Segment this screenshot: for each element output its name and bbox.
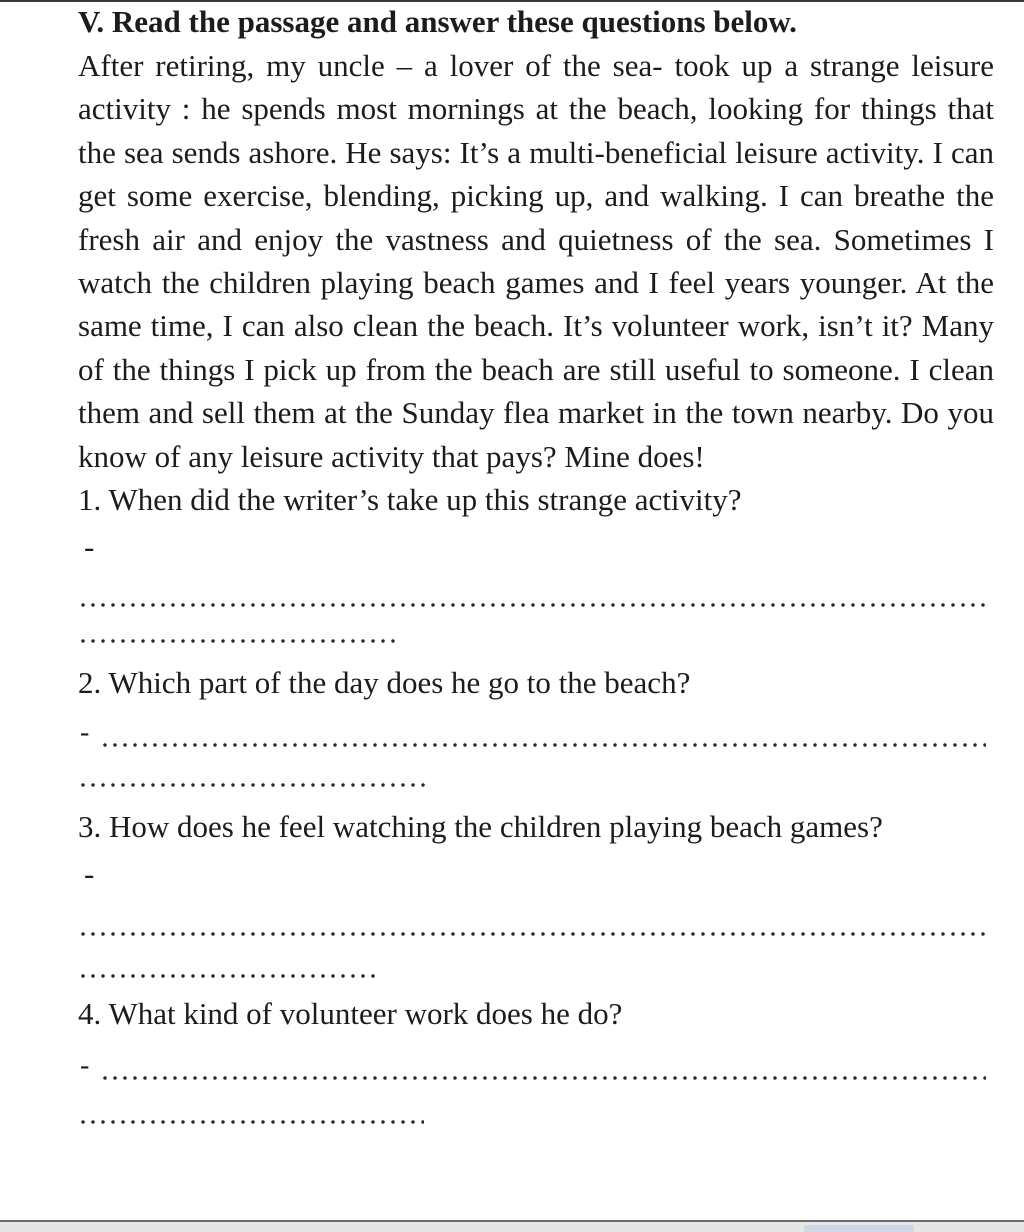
section-heading: V. Read the passage and answer these questions below. — [78, 4, 797, 39]
exercise-content — [78, 2, 994, 1126]
answer-1-line-1[interactable] — [78, 601, 990, 609]
answer-3-dash: - — [84, 856, 95, 892]
question-4: 4. What kind of volunteer work does he do? — [78, 996, 623, 1032]
answer-1-dash: - — [84, 529, 95, 565]
bottom-tab — [804, 1225, 914, 1232]
question-1: 1. When did the writer’s take up this strange activity? — [78, 482, 742, 518]
answer-4-dash: - — [80, 1049, 90, 1081]
answer-2-line-2[interactable] — [78, 781, 428, 789]
answer-4-line-1[interactable] — [80, 1049, 986, 1082]
answer-3-line-1[interactable] — [78, 930, 990, 938]
answer-1-line-2[interactable] — [78, 637, 400, 645]
answer-2-line-1[interactable] — [80, 716, 986, 749]
question-3: 3. How does he feel watching the children playing beach games? — [78, 808, 883, 844]
answer-3-line-2[interactable] — [78, 972, 378, 980]
answer-4-line-2[interactable] — [78, 1118, 424, 1126]
question-2: 2. Which part of the day does he go to the beach? — [78, 665, 691, 701]
answer-2-dash: - — [80, 716, 90, 748]
reading-passage: After retiring, my uncle – a lover of the sea- took up a strange leisure activity : he spends most mornings at the beach, looking for things that the sea sends ashore. He says: It’s a multi-beneficial leisure activity. I can get some exercise, blending, picking up, and walking. I can breathe the fresh air and enjoy the vastness and quietness of the sea. Sometimes I watch the children playing beach games and I feel years younger. At the same time, I can also clean the beach. It’s volunteer work, isn’t it? Many of the things I pick up from the beach are still useful to someone. I clean them and sell them at the Sunday flea market in the town nearby. Do you know of any leisure activity that pays? Mine does! — [78, 48, 994, 474]
